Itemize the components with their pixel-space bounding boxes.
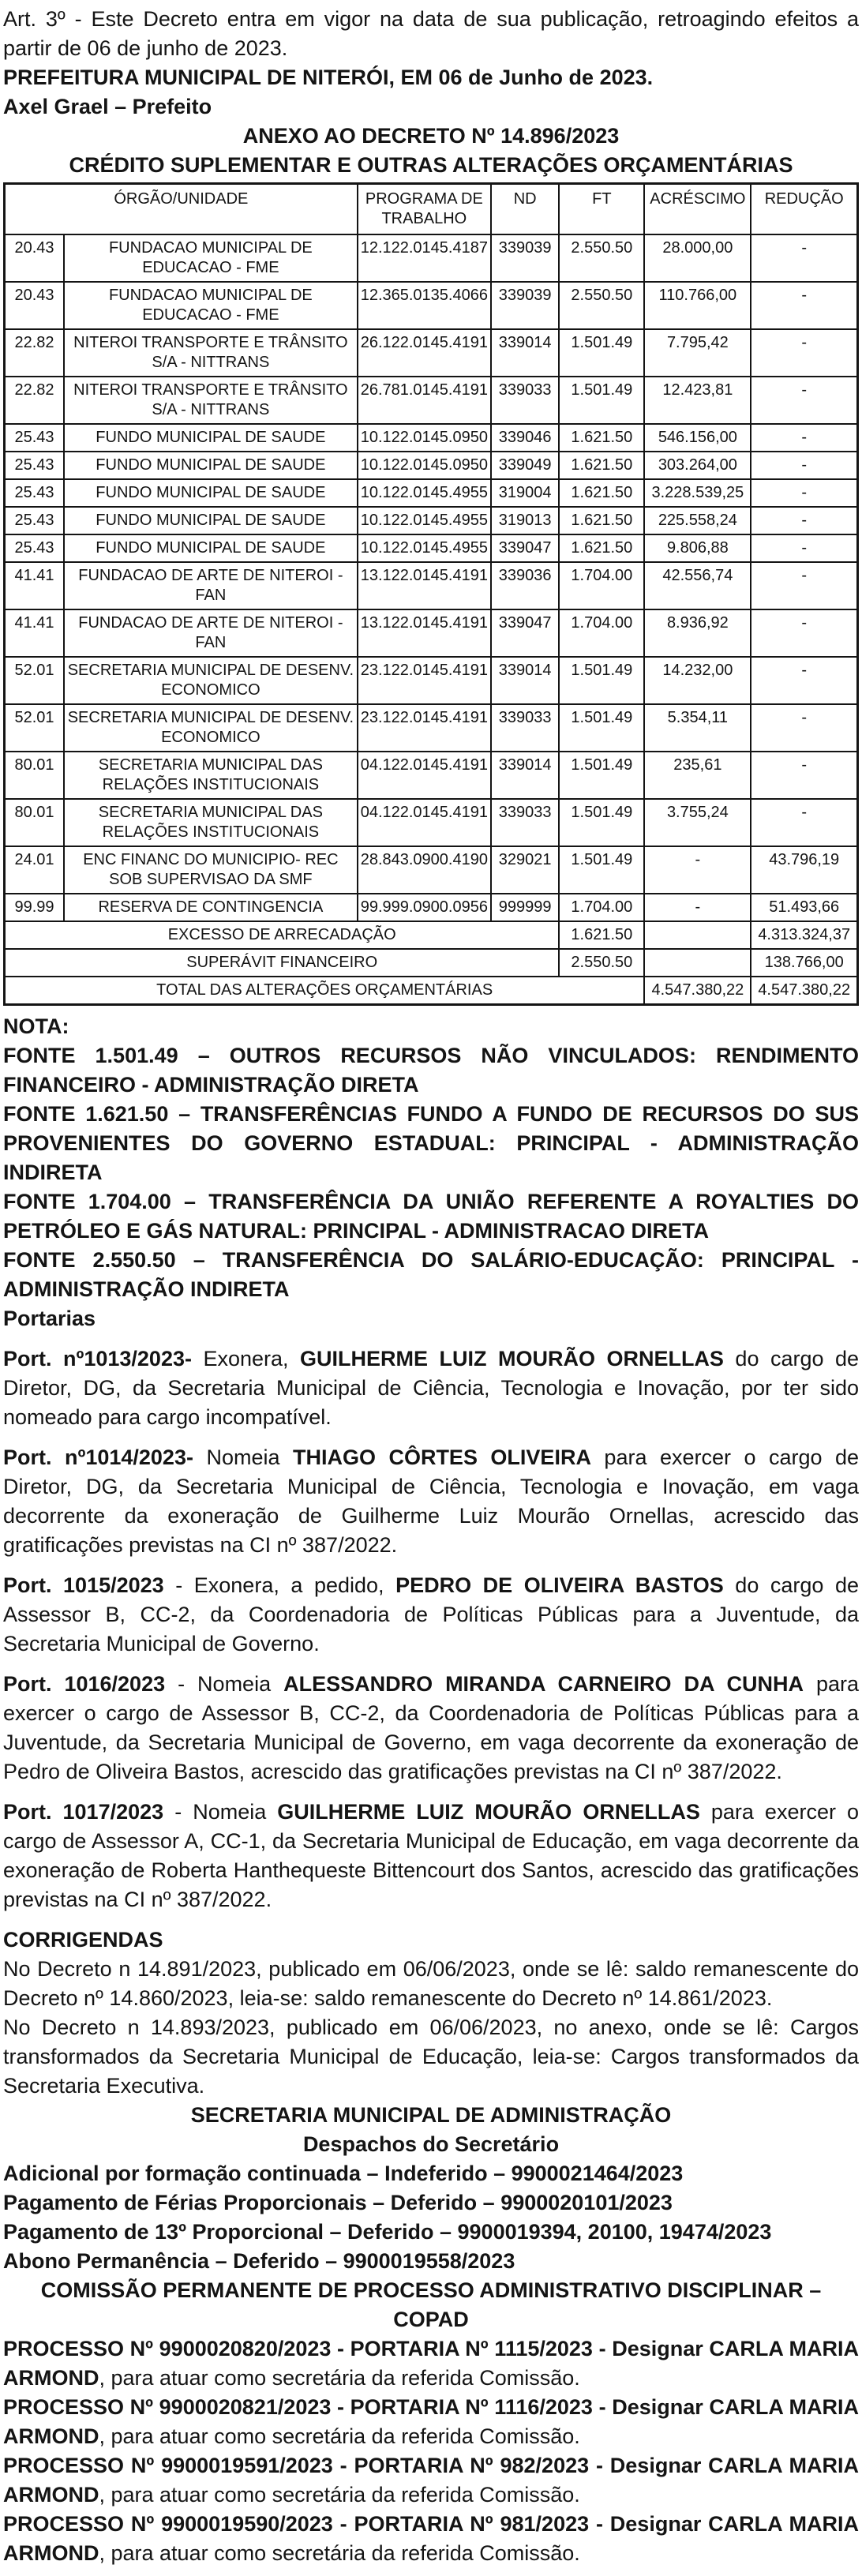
table-row [5, 234, 858, 282]
corrigenda-item: No Decreto n 14.893/2023, publicado em 06/06/2023, no anexo, onde se lê: Cargos transformados da Secretaria Municipal de Educação, leia-se: Cargos transformados da Secretaria Executiva. [3, 2015, 859, 2098]
fonte-item: FONTE 1.621.50 – TRANSFERÊNCIAS FUNDO A FUNDO DE RECURSOS DO SUS PROVENIENTES DO GOVERNO ESTADUAL: PRINCIPAL - ADMINISTRAÇÃO INDIRETA [3, 1102, 859, 1184]
portaria-body-text: para exercer o cargo de Diretor, DG, da Secretaria Municipal de Ciência, Tecnologia e Inovação, em vaga decorrente da exoneração de Guilherme Luiz Mourão Ornellas, acrescido das gratificações previstas na CI nº 387/2022. [3, 1445, 860, 1557]
col-header-nd: ND [491, 184, 559, 235]
total-reducao: 4.547.380,22 [751, 977, 857, 1005]
cell-acrescimo: 235,61 [644, 752, 751, 799]
processo-portaria-designation: PROCESSO Nº 9900019590/2023 - PORTARIA Nº 981/2023 - Designar CARLA MARIA ARMOND [3, 2512, 859, 2565]
portaria-person-name: GUILHERME LUIZ MOURÃO ORNELLAS [277, 1800, 700, 1824]
portaria-body-text: para exercer o cargo de Assessor B, CC-2, da Coordenadoria de Políticas Públicas para a Juventude, da Secretaria Municipal de Governo, em vaga decorrente da exoneração de Pedro de Oliveira Bastos, acrescido das gratificações previstas na CI nº 387/2022. [3, 1672, 859, 1783]
cell-reducao: 43.796,19 [751, 846, 857, 894]
cell-acrescimo: 303.264,00 [644, 452, 751, 479]
cell-acrescimo: 42.556,74 [644, 562, 751, 609]
cell-programa: 12.365.0135.4066 [358, 282, 491, 329]
cell-ft: 2.550.50 [559, 234, 644, 282]
total-row [5, 977, 858, 1005]
fonte-item: FONTE 2.550.50 – TRANSFERÊNCIA DO SALÁRIO-EDUCAÇÃO: PRINCIPAL - ADMINISTRAÇÃO INDIRETA [3, 1248, 859, 1301]
cell-nd: 339014 [491, 752, 559, 799]
cell-reducao: - [751, 507, 857, 534]
cell-orgao-code: 22.82 [5, 377, 65, 424]
despacho-list [3, 2159, 859, 2276]
col-header-programa-de-trabalho: PROGRAMA DE TRABALHO [358, 184, 491, 235]
processo-portaria-designation: PROCESSO Nº 9900020820/2023 - PORTARIA Nº 1115/2023 - Designar CARLA MARIA ARMOND [3, 2337, 859, 2390]
cell-programa: 10.122.0145.0950 [358, 424, 491, 452]
cell-ft: 1.704.00 [559, 562, 644, 609]
cell-programa: 13.122.0145.4191 [358, 562, 491, 609]
portaria-person-name: PEDRO DE OLIVEIRA BASTOS [395, 1573, 724, 1597]
corrigenda-list [3, 1955, 859, 2101]
cell-orgao-code: 25.43 [5, 424, 65, 452]
excess-revenue-row [5, 921, 858, 949]
cell-reducao: - [751, 329, 857, 377]
processo-portaria-designation: PROCESSO Nº 9900020821/2023 - PORTARIA Nº 1116/2023 - Designar CARLA MARIA ARMOND [3, 2395, 859, 2448]
cell-reducao: - [751, 534, 857, 562]
cell-nd: 339047 [491, 534, 559, 562]
cell-orgao-name: FUNDO MUNICIPAL DE SAUDE [64, 424, 358, 452]
cell-nd: 329021 [491, 846, 559, 894]
cell-nd: 339046 [491, 424, 559, 452]
cell-orgao-name: FUNDACAO DE ARTE DE NITEROI - FAN [64, 609, 358, 657]
cell-nd: 339039 [491, 282, 559, 329]
cell-orgao-name: SECRETARIA MUNICIPAL DAS RELAÇÕES INSTITUCIONAIS [64, 752, 358, 799]
cell-nd: 999999 [491, 894, 559, 921]
cell-reducao: - [751, 609, 857, 657]
table-row [5, 377, 858, 424]
cell-orgao-code: 25.43 [5, 507, 65, 534]
nota-heading: NOTA: [3, 1014, 69, 1038]
cell-acrescimo: 3.755,24 [644, 799, 751, 846]
cell-programa: 04.122.0145.4191 [358, 799, 491, 846]
cell-ft: 1.621.50 [559, 452, 644, 479]
table-row [5, 562, 858, 609]
col-header-reducao: REDUÇÃO [751, 184, 857, 235]
cell-ft: 1.621.50 [559, 921, 644, 949]
portaria-body-text: para exercer o cargo de Assessor A, CC-1, da Secretaria Municipal de Educação, em vaga decorrente da exoneração de Roberta Hanthequeste Bittencourt dos Santos, acrescido das gratificações previstas na CI nº 387/2022. [3, 1800, 860, 1911]
cell-programa: 26.781.0145.4191 [358, 377, 491, 424]
cell-ft: 2.550.50 [559, 282, 644, 329]
cell-programa: 26.122.0145.4191 [358, 329, 491, 377]
cell-acrescimo: - [644, 846, 751, 894]
cell-acrescimo: 225.558,24 [644, 507, 751, 534]
cell-orgao-code: 52.01 [5, 704, 65, 752]
cell-reducao: - [751, 452, 857, 479]
despacho-item: Pagamento de Férias Proporcionais – Deferido – 9900020101/2023 [3, 2191, 673, 2214]
cell-ft: 1.501.49 [559, 377, 644, 424]
table-header-row [5, 184, 858, 235]
cell-ft: 1.704.00 [559, 894, 644, 921]
cell-acrescimo: 28.000,00 [644, 234, 751, 282]
fonte-item: FONTE 1.704.00 – TRANSFERÊNCIA DA UNIÃO REFERENTE A ROYALTIES DO PETRÓLEO E GÁS NATURAL: PRINCIPAL - ADMINISTRACAO DIRETA [3, 1190, 859, 1243]
cell-orgao-name: FUNDO MUNICIPAL DE SAUDE [64, 534, 358, 562]
cell-programa: 10.122.0145.4955 [358, 479, 491, 507]
cell-programa: 10.122.0145.4955 [358, 534, 491, 562]
portaria-person-name: GUILHERME LUIZ MOURÃO ORNELLAS [300, 1347, 724, 1370]
col-header-acrescimo: ACRÉSCIMO [644, 184, 751, 235]
fonte-item: FONTE 1.501.49 – OUTROS RECURSOS NÃO VINCULADOS: RENDIMENTO FINANCEIRO - ADMINISTRAÇÃO DIRETA [3, 1044, 859, 1097]
total-label: TOTAL DAS ALTERAÇÕES ORÇAMENTÁRIAS [5, 977, 645, 1005]
cell-reducao: - [751, 799, 857, 846]
cell-orgao-code: 22.82 [5, 329, 65, 377]
cell-nd: 339033 [491, 704, 559, 752]
portaria-number: Port. 1015/2023 [3, 1573, 164, 1597]
portaria-action: - Nomeia [165, 1672, 284, 1696]
portaria-body-text: do cargo de Assessor B, CC-2, da Coordenadoria de Políticas Públicas para a Juventude, da Secretaria Municipal de Governo. [3, 1573, 860, 1655]
processo-body-text: , para atuar como secretária da referida Comissão. [99, 2424, 580, 2448]
cell-acrescimo: 9.806,88 [644, 534, 751, 562]
cell-nd: 339049 [491, 452, 559, 479]
despacho-item: Adicional por formação continuada – Indeferido – 9900021464/2023 [3, 2162, 684, 2185]
portaria-body-text: do cargo de Diretor, DG, da Secretaria Municipal de Ciência, Tecnologia e Inovação, por ter sido nomeado para cargo incompatível. [3, 1347, 860, 1429]
cell-orgao-code: 25.43 [5, 479, 65, 507]
processo-portaria-designation: PROCESSO Nº 9900019591/2023 - PORTARIA Nº 982/2023 - Designar CARLA MARIA ARMOND [3, 2454, 859, 2507]
portaria-list [3, 1344, 859, 1914]
portaria-item [3, 1443, 859, 1560]
cell-ft: 1.621.50 [559, 534, 644, 562]
cell-reducao: - [751, 479, 857, 507]
cell-orgao-name: FUNDO MUNICIPAL DE SAUDE [64, 479, 358, 507]
processo-list [3, 2334, 859, 2568]
cell-acrescimo: 110.766,00 [644, 282, 751, 329]
portaria-item [3, 1670, 859, 1787]
cell-ft: 1.621.50 [559, 424, 644, 452]
cell-ft: 1.501.49 [559, 752, 644, 799]
corrigenda-item: No Decreto n 14.891/2023, publicado em 06/06/2023, onde se lê: saldo remanescente do Decreto nº 14.860/2023, leia-se: saldo remanescente do Decreto nº 14.861/2023. [3, 1957, 859, 2010]
cell-programa: 23.122.0145.4191 [358, 704, 491, 752]
portarias-heading: Portarias [3, 1307, 96, 1330]
cell-ft: 1.501.49 [559, 846, 644, 894]
processo-item [3, 2510, 859, 2568]
table-row [5, 752, 858, 799]
cell-reducao: - [751, 377, 857, 424]
summary-label: EXCESSO DE ARRECADAÇÃO [5, 921, 560, 949]
cell-orgao-name: FUNDO MUNICIPAL DE SAUDE [64, 452, 358, 479]
mayor-signature: Axel Grael – Prefeito [3, 95, 212, 118]
portaria-number: Port. 1017/2023 [3, 1800, 164, 1824]
cell-acrescimo: 14.232,00 [644, 657, 751, 704]
cell-nd: 339047 [491, 609, 559, 657]
corrigendas-heading: CORRIGENDAS [3, 1928, 163, 1952]
cell-orgao-code: 99.99 [5, 894, 65, 921]
table-row [5, 534, 858, 562]
processo-body-text: , para atuar como secretária da referida Comissão. [99, 2541, 580, 2565]
despacho-item: Pagamento de 13º Proporcional – Deferido – 9900019394, 20100, 19474/2023 [3, 2220, 772, 2244]
cell-reducao: - [751, 234, 857, 282]
cell-reducao: - [751, 282, 857, 329]
col-header-orgao-unidade: ÓRGÃO/UNIDADE [5, 184, 358, 235]
cell-orgao-name: NITEROI TRANSPORTE E TRÂNSITO S/A - NITTRANS [64, 329, 358, 377]
cell-reducao: - [751, 424, 857, 452]
processo-item [3, 2393, 859, 2451]
cell-reducao: - [751, 704, 857, 752]
cell-acrescimo: 7.795,42 [644, 329, 751, 377]
cell-orgao-code: 80.01 [5, 752, 65, 799]
secretaria-administracao-heading: SECRETARIA MUNICIPAL DE ADMINISTRAÇÃO [190, 2103, 672, 2127]
cell-programa: 13.122.0145.4191 [358, 609, 491, 657]
portaria-number: Port. nº1014/2023- [3, 1445, 193, 1469]
table-row [5, 894, 858, 921]
despachos-heading: Despachos do Secretário [302, 2132, 560, 2156]
portaria-number: Port. 1016/2023 [3, 1672, 166, 1696]
table-row [5, 799, 858, 846]
cell-orgao-code: 25.43 [5, 534, 65, 562]
copad-heading: COMISSÃO PERMANENTE DE PROCESSO ADMINISTRATIVO DISCIPLINAR – COPAD [40, 2278, 822, 2331]
cell-nd: 339033 [491, 799, 559, 846]
portaria-item [3, 1344, 859, 1432]
cell-orgao-code: 20.43 [5, 234, 65, 282]
cell-acrescimo: 546.156,00 [644, 424, 751, 452]
cell-acrescimo: 8.936,92 [644, 609, 751, 657]
cell-orgao-name: FUNDACAO DE ARTE DE NITEROI - FAN [64, 562, 358, 609]
cell-reducao: - [751, 752, 857, 799]
cell-nd: 339039 [491, 234, 559, 282]
annex-title: ANEXO AO DECRETO Nº 14.896/2023 [242, 124, 620, 148]
cell-ft: 1.501.49 [559, 329, 644, 377]
portaria-action: Nomeia [193, 1445, 293, 1469]
prefeitura-dateline: PREFEITURA MUNICIPAL DE NITERÓI, EM 06 de Junho de 2023. [3, 66, 654, 89]
cell-orgao-name: SECRETARIA MUNICIPAL DAS RELAÇÕES INSTITUCIONAIS [64, 799, 358, 846]
cell-programa: 10.122.0145.4955 [358, 507, 491, 534]
financial-surplus-row [5, 949, 858, 977]
cell-orgao-name: RESERVA DE CONTINGENCIA [64, 894, 358, 921]
cell-ft: 1.501.49 [559, 657, 644, 704]
portaria-action: - Nomeia [163, 1800, 278, 1824]
processo-item [3, 2451, 859, 2510]
decree-article-3: Art. 3º - Este Decreto entra em vigor na data de sua publicação, retroagindo efeitos a partir de 06 de junho de 2023. [3, 7, 859, 60]
table-row [5, 282, 858, 329]
cell-programa: 04.122.0145.4191 [358, 752, 491, 799]
cell-acrescimo [644, 921, 751, 949]
cell-programa: 99.999.0900.0956 [358, 894, 491, 921]
table-row [5, 846, 858, 894]
cell-ft: 2.550.50 [559, 949, 644, 977]
table-row [5, 329, 858, 377]
cell-nd: 339014 [491, 657, 559, 704]
portaria-item [3, 1798, 859, 1914]
cell-programa: 10.122.0145.0950 [358, 452, 491, 479]
portaria-number: Port. nº1013/2023- [3, 1347, 192, 1370]
portaria-item [3, 1571, 859, 1659]
cell-orgao-code: 80.01 [5, 799, 65, 846]
table-row [5, 507, 858, 534]
cell-orgao-code: 24.01 [5, 846, 65, 894]
table-row [5, 424, 858, 452]
col-header-ft: FT [559, 184, 644, 235]
table-row [5, 704, 858, 752]
cell-orgao-name: FUNDACAO MUNICIPAL DE EDUCACAO - FME [64, 234, 358, 282]
table-row [5, 452, 858, 479]
cell-ft: 1.501.49 [559, 799, 644, 846]
cell-reducao: - [751, 657, 857, 704]
cell-ft: 1.621.50 [559, 507, 644, 534]
portaria-action: - Exonera, a pedido, [163, 1573, 396, 1597]
annex-subtitle: CRÉDITO SUPLEMENTAR E OUTRAS ALTERAÇÕES ORÇAMENTÁRIAS [69, 153, 793, 177]
cell-orgao-code: 20.43 [5, 282, 65, 329]
cell-programa: 12.122.0145.4187 [358, 234, 491, 282]
cell-acrescimo: 3.228.539,25 [644, 479, 751, 507]
cell-orgao-name: NITEROI TRANSPORTE E TRÂNSITO S/A - NITTRANS [64, 377, 358, 424]
cell-programa: 23.122.0145.4191 [358, 657, 491, 704]
cell-orgao-name: ENC FINANC DO MUNICIPIO- REC SOB SUPERVISAO DA SMF [64, 846, 358, 894]
despacho-item: Abono Permanência – Deferido – 9900019558/2023 [3, 2249, 515, 2273]
processo-body-text: , para atuar como secretária da referida Comissão. [99, 2366, 580, 2390]
cell-ft: 1.501.49 [559, 704, 644, 752]
cell-reducao: 4.313.324,37 [751, 921, 857, 949]
processo-item [3, 2334, 859, 2393]
cell-orgao-code: 52.01 [5, 657, 65, 704]
cell-orgao-code: 41.41 [5, 609, 65, 657]
table-row [5, 479, 858, 507]
cell-nd: 339036 [491, 562, 559, 609]
table-row [5, 657, 858, 704]
total-acrescimo: 4.547.380,22 [644, 977, 751, 1005]
cell-acrescimo: 12.423,81 [644, 377, 751, 424]
cell-ft: 1.621.50 [559, 479, 644, 507]
cell-orgao-name: FUNDACAO MUNICIPAL DE EDUCACAO - FME [64, 282, 358, 329]
summary-label: SUPERÁVIT FINANCEIRO [5, 949, 560, 977]
cell-reducao: - [751, 562, 857, 609]
cell-nd: 319013 [491, 507, 559, 534]
budget-table [3, 182, 859, 1006]
cell-nd: 339014 [491, 329, 559, 377]
cell-ft: 1.704.00 [559, 609, 644, 657]
cell-acrescimo [644, 949, 751, 977]
cell-acrescimo: 5.354,11 [644, 704, 751, 752]
fonte-list [3, 1041, 859, 1304]
cell-nd: 319004 [491, 479, 559, 507]
cell-nd: 339033 [491, 377, 559, 424]
cell-orgao-code: 41.41 [5, 562, 65, 609]
portaria-person-name: ALESSANDRO MIRANDA CARNEIRO DA CUNHA [283, 1672, 804, 1696]
cell-orgao-code: 25.43 [5, 452, 65, 479]
cell-acrescimo: - [644, 894, 751, 921]
cell-orgao-name: SECRETARIA MUNICIPAL DE DESENV. ECONOMICO [64, 657, 358, 704]
portaria-person-name: THIAGO CÔRTES OLIVEIRA [292, 1445, 591, 1469]
cell-orgao-name: SECRETARIA MUNICIPAL DE DESENV. ECONOMICO [64, 704, 358, 752]
cell-reducao: 51.493,66 [751, 894, 857, 921]
cell-reducao: 138.766,00 [751, 949, 857, 977]
cell-programa: 28.843.0900.4190 [358, 846, 491, 894]
table-row [5, 609, 858, 657]
portaria-action: Exonera, [191, 1347, 301, 1370]
processo-body-text: , para atuar como secretária da referida Comissão. [99, 2483, 580, 2507]
cell-orgao-name: FUNDO MUNICIPAL DE SAUDE [64, 507, 358, 534]
